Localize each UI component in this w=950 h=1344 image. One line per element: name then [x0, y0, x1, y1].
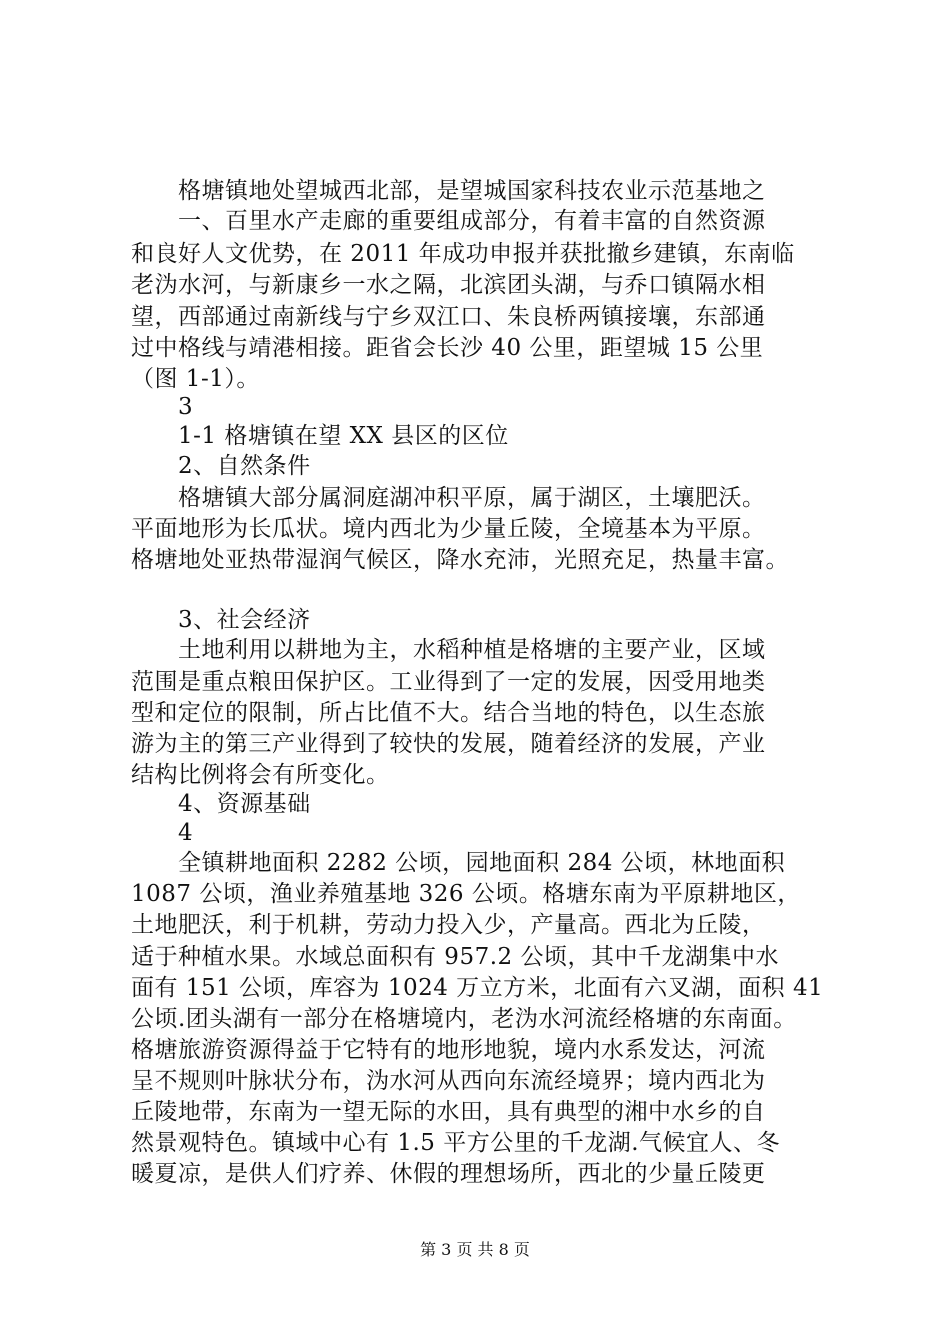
text-line: 1-1 格塘镇在望 XX 县区的区位 [131, 423, 509, 449]
text-line: 范围是重点粮田保护区。工业得到了一定的发展，因受用地类 [131, 669, 766, 695]
text-line: 4、资源基础 [131, 791, 311, 817]
text-line: 格塘地处亚热带湿润气候区，降水充沛，光照充足，热量丰富。 [131, 547, 789, 573]
text-line: 土地肥沃，利于机耕，劳动力投入少，产量高。西北为丘陵， [131, 912, 766, 938]
text-line: 4 [131, 820, 194, 846]
page-number-footer: 第 3 页 共 8 页 [420, 1240, 530, 1259]
text-line: 一、百里水产走廊的重要组成部分，有着丰富的自然资源 [131, 208, 766, 234]
text-line: 3 [131, 394, 194, 420]
text-line: 格塘旅游资源得益于它特有的地形地貌，境内水系发达，河流 [131, 1037, 766, 1063]
text-line: 老沩水河，与新康乡一水之隔，北滨团头湖，与乔口镇隔水相 [131, 272, 766, 298]
text-line: 平面地形为长瓜状。境内西北为少量丘陵，全境基本为平原。 [131, 516, 766, 542]
text-line: 和良好人文优势，在 2011 年成功申报并获批撤乡建镇，东南临 [131, 241, 795, 267]
text-line: 丘陵地带，东南为一望无际的水田，具有典型的湘中水乡的自 [131, 1099, 766, 1125]
text-line: 格塘镇大部分属洞庭湖冲积平原，属于湖区，土壤肥沃。 [131, 485, 766, 511]
text-line: 3、社会经济 [131, 607, 311, 633]
text-line: 型和定位的限制，所占比值不大。结合当地的特色，以生态旅 [131, 700, 766, 726]
text-line: （图 1-1）。 [131, 366, 260, 392]
text-line: 公顷.团头湖有一部分在格塘境内，老沩水河流经格塘的东南面。 [131, 1006, 797, 1032]
text-line: 适于种植水果。水域总面积有 957.2 公顷，其中千龙湖集中水 [131, 944, 779, 970]
text-line: 1087 公顷，渔业养殖基地 326 公顷。格塘东南为平原耕地区， [131, 881, 801, 907]
text-line: 面有 151 公顷，库容为 1024 万立方米，北面有六叉湖，面积 41 [131, 975, 824, 1001]
text-line: 土地利用以耕地为主，水稻种植是格塘的主要产业，区域 [131, 637, 766, 663]
text-line: 全镇耕地面积 2282 公顷，园地面积 284 公顷，林地面积 [131, 850, 786, 876]
text-line: 游为主的第三产业得到了较快的发展，随着经济的发展，产业 [131, 731, 766, 757]
text-line: 格塘镇地处望城西北部，是望城国家科技农业示范基地之 [131, 178, 766, 204]
text-line: 呈不规则叶脉状分布，沩水河从西向东流经境界；境内西北为 [131, 1068, 766, 1094]
text-line: 过中格线与靖港相接。距省会长沙 40 公里，距望城 15 公里 [131, 335, 764, 361]
text-line: 暖夏凉，是供人们疗养、休假的理想场所，西北的少量丘陵更 [131, 1161, 766, 1187]
text-line: 望，西部通过南新线与宁乡双江口、朱良桥两镇接壤，东部通 [131, 304, 766, 330]
text-line: 结构比例将会有所变化。 [131, 762, 390, 788]
text-line: 然景观特色。镇域中心有 1.5 平方公里的千龙湖.气候宜人、冬 [131, 1130, 781, 1156]
text-line: 2、自然条件 [131, 453, 311, 479]
